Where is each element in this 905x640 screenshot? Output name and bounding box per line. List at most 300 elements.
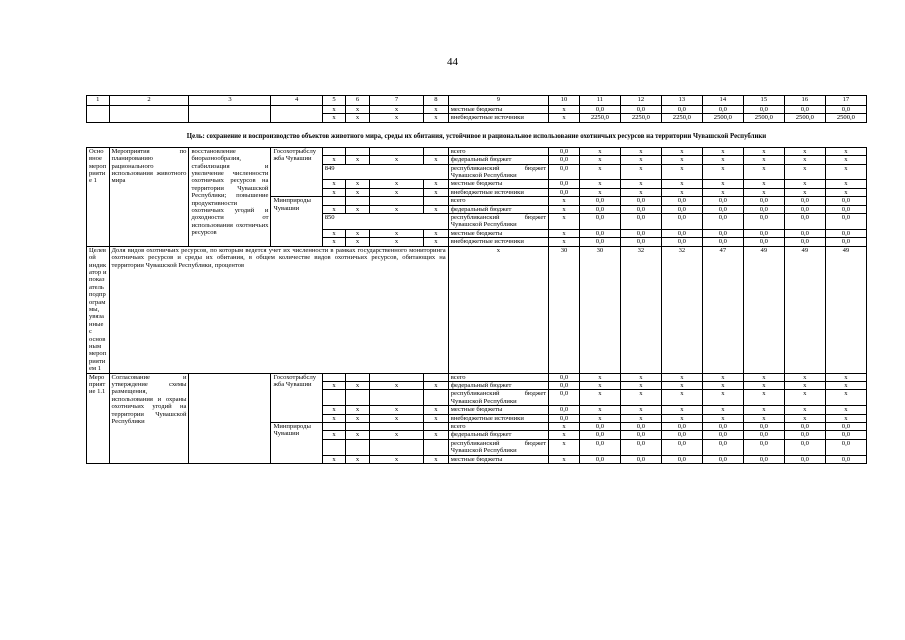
value-cell: 0,0 [825,455,866,463]
classifier-cell: х [322,188,346,196]
value-cell: 0,0 [549,156,580,164]
value-cell: х [661,373,702,381]
funding-source-cell: внебюджетные источники [448,238,548,246]
indicator-value: 47 [702,246,743,373]
column-header: 15 [743,96,784,106]
value-cell: 0,0 [661,229,702,237]
value-cell: 0,0 [702,214,743,230]
value-cell: 0,0 [784,238,825,246]
value-cell: 0,0 [825,214,866,230]
classifier-cell: х [369,455,423,463]
value-cell: х [743,156,784,164]
value-cell: х [825,180,866,188]
classifier-cell: х [424,156,449,164]
value-cell: х [549,238,580,246]
value-cell: х [784,147,825,155]
value-cell: х [702,382,743,390]
funding-source-cell: республиканский бюджет Чувашской Республики [448,439,548,455]
value-cell: х [661,180,702,188]
value-cell: х [579,188,620,196]
indicator-row [87,246,867,373]
expected-results: восстановление биоразнообразия, стабилизация и увеличение численности охотничьих ресурсов на территории Чувашской Республики; повышение продуктивности охотничьих угодий и доходности от использования охотничьих ресурсов [189,147,271,246]
value-cell: 0,0 [784,431,825,439]
value-cell: 0,0 [661,205,702,213]
classifier-cell: х [424,229,449,237]
classifier-cell: х [322,382,346,390]
value-cell: 0,0 [579,431,620,439]
value-cell: х [620,382,661,390]
value-cell: 0,0 [784,423,825,431]
value-cell: х [825,164,866,180]
classifier-cell [322,423,346,431]
classifier-cell [369,390,423,406]
classifier-cell: х [424,180,449,188]
value-cell: 0,0 [702,197,743,205]
value-cell: х [661,188,702,196]
value-cell: 0,0 [784,229,825,237]
value-cell: 0,0 [620,238,661,246]
value-cell: х [579,373,620,381]
value-cell: х [702,147,743,155]
classifier-cell: х [424,238,449,246]
column-header: 13 [661,96,702,106]
column-header: 5 [322,96,346,106]
executor-cell: Минприроды Чувашии [271,423,322,464]
value-cell: 0,0 [743,431,784,439]
value-cell: 0,0 [579,229,620,237]
column-header: 17 [825,96,866,106]
indicator-value: 49 [743,246,784,373]
funding-source-cell: местные бюджеты [448,180,548,188]
value-cell: 0,0 [702,439,743,455]
value-cell: х [661,390,702,406]
funding-source-cell: всего [448,197,548,205]
classifier-cell: х [322,205,346,213]
budget-code-cell: 850 [322,214,448,230]
classifier-cell: х [424,188,449,196]
classifier-cell: х [346,180,370,188]
classifier-cell [346,423,370,431]
classifier-cell: х [424,406,449,414]
classifier-cell: х [346,455,370,463]
value-cell: 0,0 [702,229,743,237]
value-cell: 0,0 [549,164,580,180]
value-cell: х [549,229,580,237]
classifier-cell [322,390,346,406]
executor-cell: Минприроды Чувашии [271,197,322,246]
value-cell: 0,0 [620,229,661,237]
value-cell: х [579,164,620,180]
budget-table-sheet [86,95,867,464]
value-cell: 0,0 [825,229,866,237]
classifier-cell: х [322,180,346,188]
value-cell: 0,0 [784,205,825,213]
value-cell: 0,0 [784,214,825,230]
value-cell: 0,0 [549,147,580,155]
value-cell: 0,0 [743,423,784,431]
classifier-cell [424,423,449,431]
value-cell: 0,0 [579,106,620,114]
value-cell: х [661,164,702,180]
value-cell: 0,0 [661,455,702,463]
executor-cell: Госохотрыбслужба Чувашии [271,147,322,196]
value-cell: 0,0 [549,390,580,406]
column-header: 8 [424,96,449,106]
value-cell: 0,0 [661,238,702,246]
value-cell: х [549,439,580,455]
value-cell: 0,0 [743,238,784,246]
classifier-cell: х [346,382,370,390]
value-cell: 2500,0 [784,114,825,122]
column-header: 16 [784,96,825,106]
value-cell: х [579,147,620,155]
value-cell: 0,0 [620,431,661,439]
column-header: 10 [549,96,580,106]
table-row [87,373,867,381]
value-cell: х [549,205,580,213]
value-cell: х [825,188,866,196]
empty-cell [87,106,110,123]
activity-name: Основное мероприятие 1 [87,147,110,246]
classifier-cell: х [424,414,449,422]
value-cell: х [784,414,825,422]
funding-source-cell: федеральный бюджет [448,382,548,390]
value-cell: х [579,414,620,422]
classifier-cell [369,373,423,381]
funding-source-cell: местные бюджеты [448,229,548,237]
value-cell: х [661,382,702,390]
value-cell: х [661,414,702,422]
value-cell: х [661,156,702,164]
funding-source-cell: местные бюджеты [448,106,548,114]
value-cell: 0,0 [549,188,580,196]
indicator-value: 49 [825,246,866,373]
value-cell: х [702,156,743,164]
funding-source-cell: местные бюджеты [448,406,548,414]
classifier-cell: х [346,238,370,246]
classifier-cell [369,147,423,155]
indicator-value: 30 [579,246,620,373]
value-cell: 0,0 [743,214,784,230]
column-header: 7 [369,96,423,106]
value-cell: 2250,0 [579,114,620,122]
value-cell: х [743,406,784,414]
classifier-cell: х [322,238,346,246]
classifier-cell: х [424,106,449,114]
value-cell: 0,0 [743,439,784,455]
funding-source-cell: всего [448,423,548,431]
value-cell: 0,0 [784,439,825,455]
value-cell: х [784,406,825,414]
value-cell: х [661,406,702,414]
value-cell: х [620,147,661,155]
value-cell: х [825,406,866,414]
value-cell: х [549,431,580,439]
classifier-cell: х [369,406,423,414]
classifier-cell: х [346,205,370,213]
value-cell: х [784,180,825,188]
classifier-cell [322,197,346,205]
value-cell: 0,0 [702,431,743,439]
value-cell: 0,0 [661,214,702,230]
funding-source-cell: внебюджетные источники [448,414,548,422]
classifier-cell: х [346,229,370,237]
value-cell: 0,0 [825,106,866,114]
value-cell: 0,0 [549,414,580,422]
value-cell: 0,0 [661,106,702,114]
classifier-cell: х [346,431,370,439]
value-cell: х [743,164,784,180]
funding-source-cell: федеральный бюджет [448,205,548,213]
value-cell: 0,0 [579,197,620,205]
classifier-cell [322,147,346,155]
value-cell: 0,0 [784,455,825,463]
value-cell: 0,0 [743,229,784,237]
value-cell: х [620,164,661,180]
classifier-cell: х [322,156,346,164]
value-cell: 0,0 [661,423,702,431]
value-cell: х [620,180,661,188]
classifier-cell: х [369,188,423,196]
classifier-cell: х [424,431,449,439]
value-cell: х [784,164,825,180]
value-cell: 0,0 [661,431,702,439]
value-cell: 0,0 [620,423,661,431]
value-cell: 2500,0 [743,114,784,122]
goal-heading: Цель: сохранение и воспроизводство объектов животного мира, среды их обитания, устойчивое и рациональное использование охотничьих ресурсов на территории Чувашской Республики [87,122,867,147]
value-cell: х [784,390,825,406]
value-cell: 0,0 [825,197,866,205]
classifier-cell [322,439,346,455]
value-cell: 2500,0 [702,114,743,122]
funding-source-cell: федеральный бюджет [448,156,548,164]
classifier-cell: х [369,205,423,213]
activity-description: Мероприятия по планированию рационального использования животного мира [109,147,189,246]
value-cell: 0,0 [579,238,620,246]
value-cell: х [661,147,702,155]
classifier-cell: х [369,229,423,237]
classifier-cell: х [346,406,370,414]
value-cell: 0,0 [661,197,702,205]
value-cell: х [743,180,784,188]
value-cell: х [743,390,784,406]
value-cell: х [825,156,866,164]
value-cell: 0,0 [549,382,580,390]
value-cell: 0,0 [743,205,784,213]
table-row [87,147,867,155]
funding-source-cell: республиканский бюджет Чувашской Республики [448,164,548,180]
funding-source-cell: республиканский бюджет Чувашской Республики [448,390,548,406]
value-cell: х [784,382,825,390]
classifier-cell [346,197,370,205]
indicator-value: 30 [549,246,580,373]
value-cell: 0,0 [579,455,620,463]
value-cell: х [579,382,620,390]
value-cell: 0,0 [702,423,743,431]
value-cell: 0,0 [579,205,620,213]
value-cell: х [702,414,743,422]
value-cell: 2250,0 [661,114,702,122]
value-cell: х [784,373,825,381]
value-cell: х [620,373,661,381]
column-header: 9 [448,96,548,106]
funding-source-cell: местные бюджеты [448,455,548,463]
value-cell: 0,0 [702,106,743,114]
column-header: 11 [579,96,620,106]
value-cell: 0,0 [825,238,866,246]
value-cell: х [448,246,548,373]
value-cell: х [620,390,661,406]
value-cell: х [743,414,784,422]
value-cell: х [702,164,743,180]
classifier-cell: х [424,114,449,122]
value-cell: х [702,373,743,381]
classifier-cell: х [424,205,449,213]
value-cell: х [702,406,743,414]
value-cell: х [620,156,661,164]
classifier-cell [346,147,370,155]
value-cell: х [784,156,825,164]
indicator-value: 49 [784,246,825,373]
column-header: 1 [87,96,110,106]
value-cell: х [620,188,661,196]
funding-source-cell: всего [448,373,548,381]
value-cell: 0,0 [549,406,580,414]
classifier-cell: х [369,114,423,122]
classifier-cell: х [424,382,449,390]
value-cell: 2250,0 [620,114,661,122]
value-cell: 0,0 [579,214,620,230]
classifier-cell: х [369,106,423,114]
header-row [87,96,867,106]
classifier-cell: х [346,114,370,122]
value-cell: х [702,188,743,196]
value-cell: х [549,114,580,122]
value-cell: х [825,390,866,406]
classifier-cell: х [322,106,346,114]
value-cell: х [825,147,866,155]
classifier-cell [369,197,423,205]
value-cell: 0,0 [549,180,580,188]
classifier-cell: х [346,156,370,164]
column-header: 2 [109,96,189,106]
value-cell: х [702,180,743,188]
classifier-cell [369,423,423,431]
activity-description: Согласование и утверждение схемы размещения, использования и охраны охотничьих угодий на территории Чувашской Республики [109,373,189,463]
classifier-cell: х [369,156,423,164]
value-cell: х [743,188,784,196]
classifier-cell [424,390,449,406]
column-header: 4 [271,96,322,106]
classifier-cell: х [322,406,346,414]
value-cell: 0,0 [743,197,784,205]
classifier-cell: х [346,106,370,114]
value-cell: 0,0 [549,373,580,381]
value-cell: 0,0 [579,423,620,431]
classifier-cell: х [346,414,370,422]
value-cell: 0,0 [620,197,661,205]
classifier-cell [424,197,449,205]
activity-name: Мероприятие 1.1 [87,373,110,463]
classifier-cell [424,439,449,455]
classifier-cell: х [322,455,346,463]
classifier-cell: х [322,114,346,122]
value-cell: х [825,382,866,390]
value-cell: 0,0 [579,439,620,455]
classifier-cell [424,147,449,155]
budget-code-cell: 849 [322,164,448,180]
classifier-cell [346,390,370,406]
indicator-text: Доля видов охотничьих ресурсов, по которым ведется учет их численности в рамках государственного мониторинга охотничьих ресурсов и среды их обитания, в общем количестве видов охотничьих ресурсов, обитающих на территории Чувашской Республики, процентов [109,246,448,373]
value-cell: 0,0 [620,106,661,114]
funding-source-cell: всего [448,147,548,155]
classifier-cell: х [369,431,423,439]
executor-cell: Госохотрыбслужба Чувашии [271,373,322,422]
classifier-cell: х [369,180,423,188]
value-cell: 0,0 [620,214,661,230]
empty-cell [271,106,322,123]
classifier-cell [424,373,449,381]
value-cell: х [549,106,580,114]
value-cell: 0,0 [620,439,661,455]
value-cell: х [579,180,620,188]
value-cell: х [620,414,661,422]
value-cell: 2500,0 [825,114,866,122]
value-cell: х [549,214,580,230]
value-cell: 0,0 [825,205,866,213]
value-cell: х [784,188,825,196]
table-body [87,96,867,464]
classifier-cell [346,439,370,455]
value-cell: х [743,373,784,381]
classifier-cell: х [369,238,423,246]
empty-cell [109,106,189,123]
value-cell: 0,0 [702,455,743,463]
empty-cell [189,373,271,463]
classifier-cell [322,373,346,381]
value-cell: 0,0 [702,205,743,213]
value-cell: х [702,390,743,406]
column-header: 12 [620,96,661,106]
classifier-cell: х [424,455,449,463]
value-cell: х [579,406,620,414]
funding-source-cell: внебюджетные источники [448,114,548,122]
value-cell: 0,0 [743,106,784,114]
value-cell: 0,0 [825,431,866,439]
value-cell: 0,0 [825,423,866,431]
value-cell: х [825,414,866,422]
value-cell: 0,0 [784,106,825,114]
indicator-label: Целевой индикатор и показатель подпрограммы, увязанные с основным мероприятием 1 [87,246,110,373]
value-cell: х [743,382,784,390]
column-header: 3 [189,96,271,106]
funding-source-cell: внебюджетные источники [448,188,548,196]
funding-source-cell: республиканский бюджет Чувашской Республики [448,214,548,230]
classifier-cell: х [322,431,346,439]
value-cell: 0,0 [743,455,784,463]
indicator-value: 32 [661,246,702,373]
classifier-cell: х [322,229,346,237]
page-number: 44 [447,56,458,68]
value-cell: 0,0 [620,205,661,213]
value-cell: х [620,406,661,414]
indicator-value: 32 [620,246,661,373]
value-cell: х [549,455,580,463]
value-cell: х [825,373,866,381]
table-row [87,106,867,114]
funding-source-cell: федеральный бюджет [448,431,548,439]
value-cell: х [549,197,580,205]
